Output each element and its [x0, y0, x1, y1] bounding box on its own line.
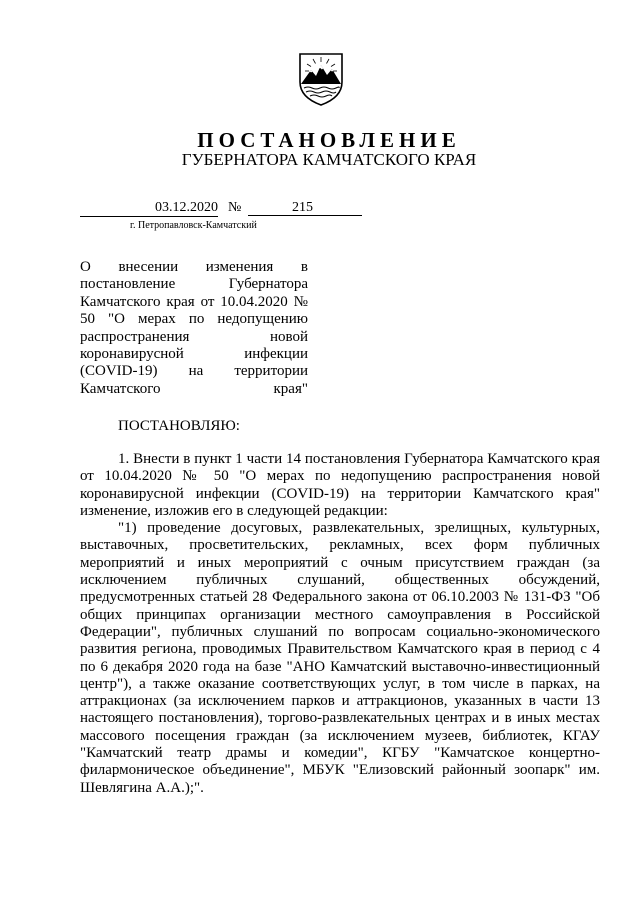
paragraph-1: 1. Внести в пункт 1 части 14 постановления Губернатора Камчатского края от 10.04.2020 № 50 "О мерах по недопущению распространения новой коронавирусной инфекции (COVID-19) на территории Камчатского края" изменение, изложив его в следующей редакции:: [80, 451, 600, 519]
document-date: 03.12.2020: [80, 200, 218, 217]
document-subtitle: ГУБЕРНАТОРА КАМЧАТСКОГО КРАЯ: [181, 150, 477, 169]
document-number: 215: [248, 200, 362, 216]
topic-text: О внесении изменения в постановление Губернатора Камчатского края от 10.04.2020 № 50 "О мерах по недопущению распространения новой коронавирусной инфекции (COVID-19) на территории Камчатского края": [80, 259, 308, 397]
document-topic: [80, 259, 308, 398]
kamchatka-coat-of-arms-icon: [296, 50, 346, 106]
document-city: г. Петропавловск-Камчатский: [130, 220, 257, 231]
number-sign: №: [228, 200, 242, 215]
resolution-heading: ПОСТАНОВЛЯЮ:: [118, 418, 240, 434]
document-body: [80, 451, 600, 797]
document-title: ПОСТАНОВЛЕНИЕ: [197, 128, 461, 152]
paragraph-2: "1) проведение досуговых, развлекательных, зрелищных, культурных, выставочных, просветительских, рекламных, всех форм публичных мероприятий и иных мероприятий с очным присутствием граждан (за исключением публичных слушаний, общественных обсуждений, предусмотренных статьей 28 Федерального закона от 06.10.2003 № 131-ФЗ "Об общих принципах организации местного самоуправления в Российской Федерации", публичных слушаний по вопросам социально-экономического развития региона, проводимых Правительством Камчатского края в период с 4 по 6 декабря 2020 года на базе "АНО Камчатский выставочно-инвестиционный центр"), а также оказание соответствующих услуг, в том числе в парках, на аттракционах (за исключением парков и аттракционов, указанных в части 13 настоящего постановления), торгово-развлекательных центрах и в иных местах массового посещения граждан (за исключением музеев, библиотек, КГАУ "Камчатский театр драмы и комедии", КГБУ "Камчатское концертно-филармоническое объединение", МБУК "Елизовский районный зоопарк" им. Шевлягина А.А.);".: [80, 520, 600, 796]
